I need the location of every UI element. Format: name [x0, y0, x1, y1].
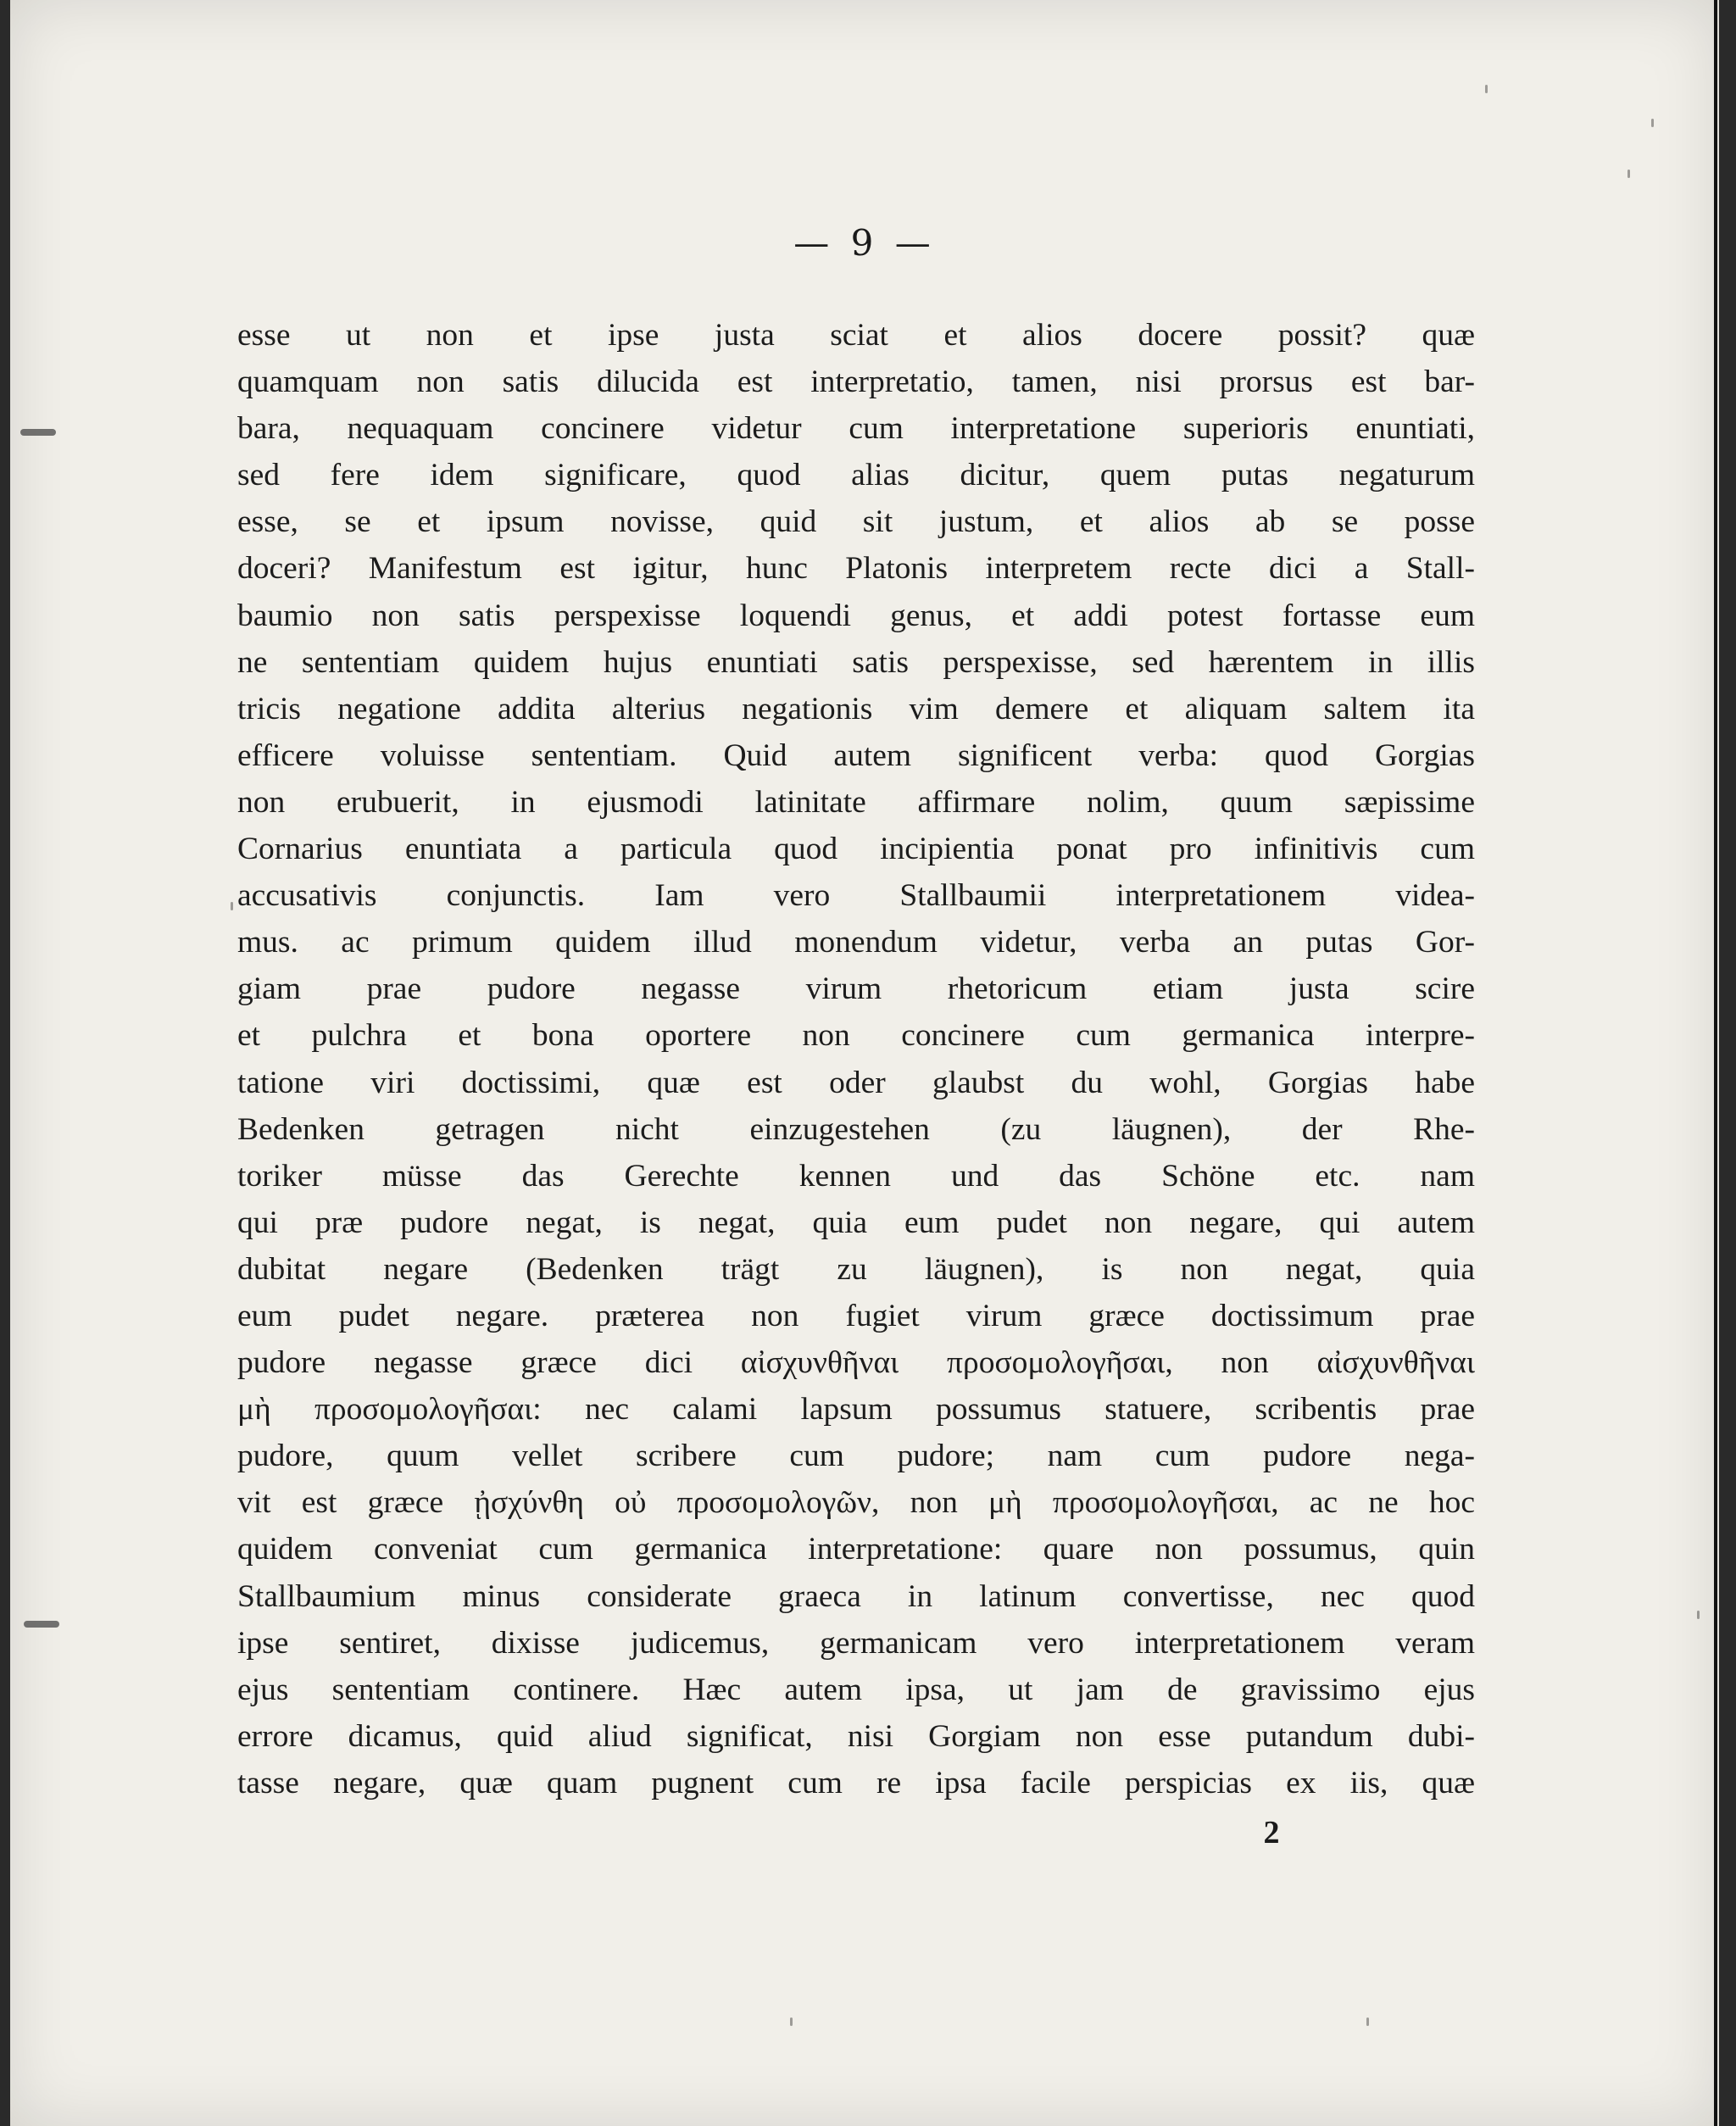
text-line: dubitat negare (Bedenken trägt zu läugnen), is non negat, quia — [237, 1251, 1475, 1287]
text-line: mus. ac primum quidem illud monendum videtur, verba an putas Gor- — [237, 925, 1475, 960]
page-edge — [1714, 0, 1717, 2126]
text-line: Bedenken getragen nicht einzugestehen (zu läugnen), der Rhe- — [237, 1111, 1475, 1147]
text-line: accusativis conjunctis. Iam vero Stallbaumii interpretationem videa- — [237, 878, 1475, 914]
text-line: eum pudet negare. præterea non fugiet virum græce doctissimum prae — [237, 1298, 1475, 1333]
margin-mark — [20, 429, 56, 436]
text-line: quidem conveniat cum germanica interpretatione: quare non possumus, quin — [237, 1532, 1475, 1567]
speck — [1651, 119, 1654, 127]
text-line: non erubuerit, in ejusmodi latinitate affirmare nolim, quum sæpissime — [237, 784, 1475, 820]
page-number: — 9 — — [793, 222, 936, 264]
text-line: toriker müsse das Gerechte kennen und das Schöne etc. nam — [237, 1158, 1475, 1194]
text-line: sed fere idem significare, quod alias dicitur, quem putas negaturum — [237, 458, 1475, 493]
speck — [1697, 1611, 1700, 1619]
text-line: giam prae pudore negasse virum rhetoricum etiam justa scire — [237, 971, 1475, 1007]
text-line: ne sententiam quidem hujus enuntiati satis perspexisse, sed hærentem in illis — [237, 644, 1475, 680]
text-line: tasse negare, quæ quam pugnent cum re ipsa facile perspicias ex iis, quæ — [237, 1765, 1475, 1800]
text-line: et pulchra et bona oportere non concinere cum germanica interpre- — [237, 1018, 1475, 1054]
speck — [231, 902, 233, 910]
signature-mark: 2 — [1263, 1815, 1280, 1851]
text-line: errore dicamus, quid aliud significat, nisi Gorgiam non esse putandum dubi- — [237, 1718, 1475, 1754]
text-line: efficere voluisse sententiam. Quid autem significent verba: quod Gorgias — [237, 737, 1475, 773]
text-line: ejus sententiam continere. Hæc autem ipsa, ut jam de gravissimo ejus — [237, 1672, 1475, 1707]
text-line: pudore, quum vellet scribere cum pudore; nam cum pudore nega- — [237, 1439, 1475, 1474]
speck — [1485, 85, 1488, 93]
text-line: esse ut non et ipse justa sciat et alios docere possit? quæ — [237, 318, 1475, 353]
margin-mark — [24, 1621, 59, 1628]
text-line: doceri? Manifestum est igitur, hunc Platonis interpretem recte dici a Stall- — [237, 551, 1475, 587]
text-line: tatione viri doctissimi, quæ est oder glaubst du wohl, Gorgias habe — [237, 1065, 1475, 1100]
speck — [1366, 2017, 1369, 2026]
text-line: ipse sentiret, dixisse judicemus, germanicam vero interpretationem veram — [237, 1625, 1475, 1661]
text-line: esse, se et ipsum novisse, quid sit justum, et alios ab se posse — [237, 504, 1475, 540]
text-line: μὴ προσομολογῆσαι: nec calami lapsum possumus statuere, scribentis prae — [237, 1392, 1475, 1428]
text-line: quamquam non satis dilucida est interpretatio, tamen, nisi prorsus est bar- — [237, 365, 1475, 400]
document-page — [10, 0, 1719, 2126]
text-line: qui præ pudore negat, is negat, quia eum pudet non negare, qui autem — [237, 1205, 1475, 1240]
body-text — [237, 312, 1475, 1806]
text-line: Stallbaumium minus considerate graeca in latinum convertisse, nec quod — [237, 1578, 1475, 1614]
speck — [790, 2017, 793, 2026]
text-line: tricis negatione addita alterius negationis vim demere et aliquam saltem ita — [237, 691, 1475, 726]
speck — [1628, 170, 1630, 178]
text-line: Cornarius enuntiata a particula quod incipientia ponat pro infinitivis cum — [237, 832, 1475, 867]
text-line: baumio non satis perspexisse loquendi genus, et addi potest fortasse eum — [237, 598, 1475, 633]
text-line: vit est græce ᾐσχύνθη οὐ προσομολογῶν, non μὴ προσομολογῆσαι, ac ne hoc — [237, 1485, 1475, 1521]
text-line: pudore negasse græce dici αἰσχυνθῆναι προσομολογῆσαι, non αἰσχυνθῆναι — [237, 1345, 1475, 1381]
text-line: bara, nequaquam concinere videtur cum interpretatione superioris enuntiati, — [237, 411, 1475, 447]
